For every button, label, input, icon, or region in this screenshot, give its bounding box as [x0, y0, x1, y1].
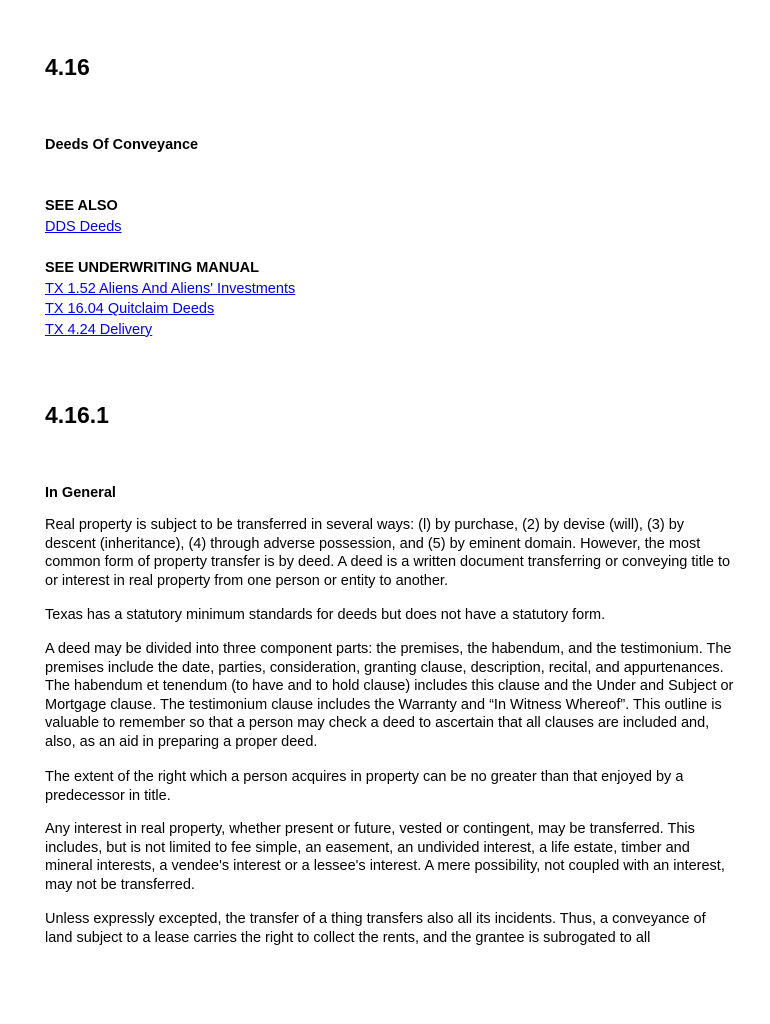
see-also-label: SEE ALSO [45, 198, 118, 214]
paragraph: Unless expressly excepted, the transfer of a thing transfers also all its incidents. Thus, a conveyance of land subject to a lease carries the right to collect the rents, and the grantee is subrogated to all [45, 911, 706, 946]
paragraph: Texas has a statutory minimum standards for deeds but does not have a statutory form. [45, 607, 606, 623]
section-number: 4.16 [45, 54, 90, 80]
paragraph: Real property is subject to be transferred in several ways: (l) by purchase, (2) by devise (will), (3) by descent (inheritance), (4) through adverse possession, and (5) by eminent domain. However, the most common form of property transfer is by deed. A deed is a written document transferring or conveying title to or interest in real property from one person or entity to another. [45, 517, 731, 589]
underwriting-label: SEE UNDERWRITING MANUAL [45, 260, 260, 276]
link-dds-deeds[interactable]: DDS Deeds [45, 218, 122, 235]
subsection-title: In General [45, 485, 116, 501]
paragraph: Any interest in real property, whether present or future, vested or contingent, may be transferred. This includes, but is not limited to fee simple, an easement, an undivided interest, a life estate, timber and mineral interests, a vendee's interest or a lessee's interest. A mere possibility, not coupled with an interest, may not be transferred. [45, 821, 725, 893]
link-tx-1-52[interactable]: TX 1.52 Aliens And Aliens' Investments [45, 280, 296, 297]
link-tx-16-04[interactable]: TX 16.04 Quitclaim Deeds [45, 301, 215, 318]
underwriting-block [45, 258, 735, 340]
subsection-number: 4.16.1 [45, 402, 109, 428]
paragraph: The extent of the right which a person acquires in property can be no greater than that enjoyed by a predecessor in title. [45, 769, 684, 804]
link-tx-4-24[interactable]: TX 4.24 Delivery [45, 321, 153, 338]
paragraph: A deed may be divided into three component parts: the premises, the habendum, and the testimonium. The premises include the date, parties, consideration, granting clause, description, recital, and appurtenances. The habendum et tenendum (to have and to hold clause) includes this clause and the Under and Subject or Mortgage clause. The testimonium clause includes the Warranty and “In Witness Whereof”. This outline is valuable to remember so that a person may check a deed to ascertain that all clauses are included and, also, as an aid in preparing a proper deed. [45, 641, 734, 750]
section-title: Deeds Of Conveyance [45, 137, 199, 153]
see-also-block [45, 196, 735, 237]
